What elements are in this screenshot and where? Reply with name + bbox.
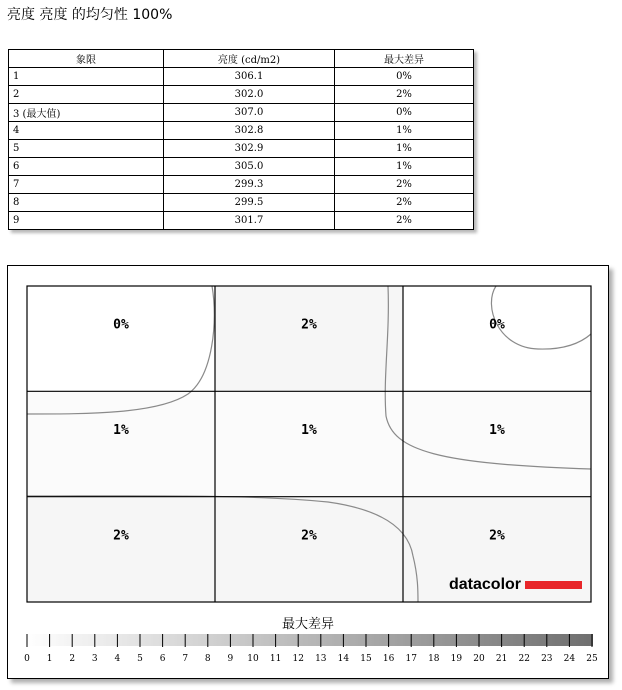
legend-tick-label: 22 bbox=[518, 654, 530, 664]
legend-tick-label: 7 bbox=[182, 654, 189, 664]
cell-luminance: 299.5 bbox=[164, 194, 335, 212]
legend-tick-label: 13 bbox=[315, 654, 327, 664]
table-header-row bbox=[9, 50, 474, 68]
cell-max-diff: 1% bbox=[335, 122, 474, 140]
cell-quadrant: 7 bbox=[9, 176, 164, 194]
heatmap-cell bbox=[215, 286, 403, 391]
table-row bbox=[9, 158, 474, 176]
uniformity-figure bbox=[7, 265, 609, 679]
legend-tick-label: 8 bbox=[204, 654, 211, 664]
cell-luminance: 302.9 bbox=[164, 140, 335, 158]
cell-luminance: 307.0 bbox=[164, 104, 335, 122]
legend-tick-label: 1 bbox=[46, 654, 53, 664]
legend-tick-label: 9 bbox=[227, 654, 234, 664]
legend-tick-label: 12 bbox=[292, 654, 304, 664]
cell-max-diff: 2% bbox=[335, 212, 474, 230]
cell-luminance: 302.8 bbox=[164, 122, 335, 140]
legend-tick-label: 20 bbox=[473, 654, 485, 664]
legend-tick-label: 15 bbox=[360, 654, 372, 664]
legend-tick-label: 16 bbox=[382, 654, 395, 664]
logo-text: datacolor bbox=[449, 576, 522, 593]
table-row bbox=[9, 176, 474, 194]
cell-quadrant: 8 bbox=[9, 194, 164, 212]
legend-tick-label: 19 bbox=[450, 654, 463, 664]
legend-tick-label: 3 bbox=[91, 654, 98, 664]
header-luminance: 亮度 (cd/m2) bbox=[164, 50, 335, 68]
cell-quadrant: 5 bbox=[9, 140, 164, 158]
cell-value-label: 2% bbox=[489, 528, 505, 544]
cell-quadrant: 6 bbox=[9, 158, 164, 176]
cell-luminance: 299.3 bbox=[164, 176, 335, 194]
cell-luminance: 306.1 bbox=[164, 68, 335, 86]
legend-tick-label: 23 bbox=[541, 654, 553, 664]
cell-quadrant: 9 bbox=[9, 212, 164, 230]
cell-max-diff: 0% bbox=[335, 104, 474, 122]
page-title: 亮度 亮度 的均匀性 100% bbox=[7, 7, 173, 23]
legend-tick-label: 4 bbox=[114, 654, 121, 664]
cell-value-label: 0% bbox=[113, 317, 129, 333]
legend-tick-label: 6 bbox=[159, 654, 166, 664]
heatmap-cell bbox=[403, 391, 591, 496]
table-row bbox=[9, 86, 474, 104]
heatmap-cell bbox=[27, 391, 215, 496]
cell-max-diff: 0% bbox=[335, 68, 474, 86]
legend-tick-label: 11 bbox=[269, 654, 282, 664]
cell-quadrant: 2 bbox=[9, 86, 164, 104]
heatmap-cell bbox=[403, 286, 591, 391]
legend-tick-label: 25 bbox=[586, 654, 598, 664]
cell-luminance: 305.0 bbox=[164, 158, 335, 176]
cell-luminance: 302.0 bbox=[164, 86, 335, 104]
legend-tick-label: 5 bbox=[137, 654, 143, 664]
heatmap-cell bbox=[215, 497, 403, 602]
legend-tick-label: 18 bbox=[428, 654, 440, 664]
luminance-table bbox=[8, 49, 474, 230]
legend-tick-label: 2 bbox=[69, 654, 76, 664]
cell-max-diff: 1% bbox=[335, 140, 474, 158]
cell-luminance: 301.7 bbox=[164, 212, 335, 230]
header-quadrant: 象限 bbox=[9, 50, 164, 68]
heatmap-cell bbox=[215, 391, 403, 496]
legend-tick-label: 0 bbox=[24, 654, 30, 664]
cell-value-label: 1% bbox=[489, 423, 505, 438]
cell-quadrant: 1 bbox=[9, 68, 164, 86]
legend-tick-label: 17 bbox=[405, 654, 417, 664]
cell-value-label: 1% bbox=[301, 423, 317, 438]
cell-value-label: 2% bbox=[113, 528, 129, 544]
heatmap-cell bbox=[27, 497, 215, 602]
table-row bbox=[9, 194, 474, 212]
header-max-diff: 最大差异 bbox=[335, 50, 474, 68]
table-row bbox=[9, 122, 474, 140]
legend-gradient-bar bbox=[26, 634, 593, 646]
uniformity-chart bbox=[8, 266, 608, 678]
table-row bbox=[9, 68, 474, 86]
cell-max-diff: 2% bbox=[335, 176, 474, 194]
cell-max-diff: 2% bbox=[335, 194, 474, 212]
cell-max-diff: 2% bbox=[335, 86, 474, 104]
luminance-table-container bbox=[8, 49, 474, 230]
cell-quadrant: 3 (最大值) bbox=[9, 104, 164, 122]
cell-value-label: 2% bbox=[301, 528, 317, 544]
legend-tick-label: 24 bbox=[563, 654, 576, 664]
table-row bbox=[9, 104, 474, 122]
cell-quadrant: 4 bbox=[9, 122, 164, 140]
cell-value-label: 1% bbox=[113, 423, 129, 438]
cell-max-diff: 1% bbox=[335, 158, 474, 176]
legend-tick-label: 14 bbox=[337, 654, 350, 664]
legend-tick-label: 21 bbox=[495, 654, 508, 664]
legend-tick-label: 10 bbox=[247, 654, 259, 664]
cell-value-label: 0% bbox=[489, 317, 505, 333]
table-row bbox=[9, 212, 474, 230]
heatmap-cell bbox=[27, 286, 215, 391]
table-row bbox=[9, 140, 474, 158]
cell-value-label: 2% bbox=[301, 317, 317, 333]
logo-bar bbox=[525, 581, 582, 589]
legend-title: 最大差异 bbox=[281, 617, 335, 632]
